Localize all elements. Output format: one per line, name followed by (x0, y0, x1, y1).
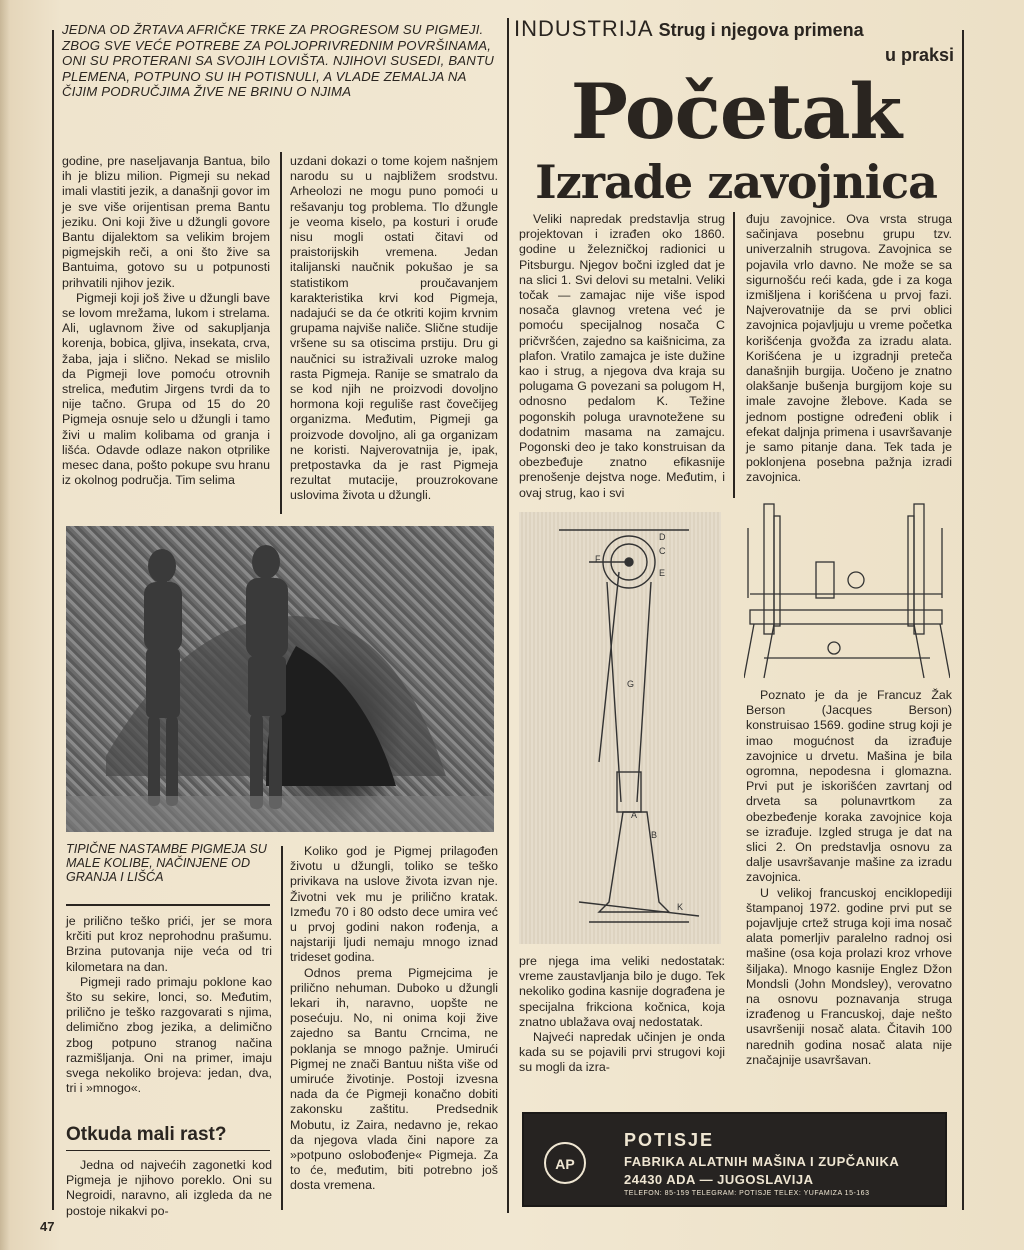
kicker-title-line2: u praksi (884, 45, 954, 65)
column-rule (733, 212, 735, 498)
figure-label: E (659, 568, 666, 578)
paragraph: đuju zavojnice. Ova vrsta struga sačinjava posebnu grupu tzv. univerzalnih strugova. Zavojnica se pojavila vrlo davno. Ne može se sa sigurnošću reći kada, gde i za koga izmišljena i korišćena u prvoj fazi. Najverovatnije da se prvi oblici zavojnica pojavljuju u vreme početka korišćenja gvožđa za izradu alata. Korišćena je u izgradnji preteča današnjih burgija. Uočeno je znatno olakšanje bušenja burgijom koje su imale zavojne žlebove. Kada se jednom postigne određeni oblik i efekat daljnja primena i usavršavanje je samo pitanje dana. Tek tada je poklonjena posebna pažnja izradi zavojnica. (746, 212, 952, 485)
page-number: 47 (40, 1219, 55, 1234)
figure-label: C (659, 546, 666, 556)
paragraph: pre njega ima veliki nedostatak: vreme zaustavljanja bilo je dugo. Tek nekoliko godina kasnije dograđena je specijalna frikciona kočnica, koja znatno ublažava ovaj nedostatak. (519, 954, 725, 1029)
paragraph: Jedna od najvećih zagonetki kod Pigmeja je njihovo poreklo. Oni su Negroidi, naravno, ali izgleda da ne postoje nikakvi po- (66, 1158, 272, 1218)
paragraph: Odnos prema Pigmejcima je prilično nehuman. Duboko u džungli lekari ih, naravno, uopšte ne posećuju. No, ni onima koji žive zajedno sa Bantu Crncima, ne poklanja se mnogo pažnje. Umirući Pigmej ne znači Bantuu ništa više od umiruće životinje. Postoji izvesna nada da će Pigmeji konačno dobiti zakonsku zaštitu. Predsednik Mobutu, iz Zaira, nedavno je, rekao da njegova vlada čini napore za »potpuno oslobođenje« Pigmeja. Za to će, međutim, biti potrebno još dosta vremena. (290, 965, 498, 1193)
paragraph: Najveći napredak učinjen je onda kada su se pojavili prvi strugovi koji su mogli da izra- (519, 1030, 725, 1075)
text-column (290, 154, 498, 504)
kicker-title: Strug i njegova primena (658, 20, 864, 40)
logo-letters: AP (555, 1156, 575, 1172)
figure-label: G (627, 679, 635, 689)
paragraph: Koliko god je Pigmej prilagođen životu u džungli, toliko se teško privikava na uslove života izvan nje. Životni vek mu je prilično kratak. Između 70 i 80 odsto dece umira već u prvoj godini nakon rođenja, a najstariji ljudi nemaju mnogo iznad trideset godina. (290, 844, 498, 965)
headline: Početak (570, 67, 902, 156)
paragraph: uzdani dokazi o tome kojem našnjem narodu su u najbližem srodstvu. Arheolozi ne mogu puno pomoći u rešavanju tog problema. Tlo džungle je veoma kiselo, pa kosturi i oruđe nisu mogli ostati čitavi od praistorijskih vremena. Jedan italijanski naučnik pokušao je sa statistikom proučavanjem karakteristika krvi kod Pigmeja, nadajući se da će otkriti kojim krvnim grupama najviše naliče. Slične studije vršene su sa otiscima prstiju. Dru gi naučnici su istraživali uzroke malog rasta Pigmeja. Ranije se smatralo da se kod njih ne proizvodi dovoljno hormona koji reguliše rast čovečijeg organizma. Međutim, Pigmeji ga proizvode dovoljno, ali ga organizam ne koristi. Najverovatnija je, ipak, pretpostavka da je rast Pigmeja rezultat mutacije, prouzrokovane uslovima života u džungli. (290, 154, 498, 503)
text-column (62, 154, 270, 488)
text-column (66, 914, 272, 1096)
paragraph: Veliki napredak predstavlja strug projektovan i izrađen oko 1860. godine u železničkoj radionici u Pitsburgu. Njegov bočni izgled dat je na slici 1. Svi delovi su metalni. Veliki točak — zamajac nije više ispod nosača glavnog vretena već je pomoću specijalnog nosača C pričvršćen, zajedno sa kaišnicima, za plafon. Vratilo zamajca je iste dužine kao i strug, a njegova dva kraja su polugama G povezani sa polugom H, odnosno pedalom K. Težine pogonskih poluga uravnotežene su dodatnim masama na zamajcu. Pogonski deo je tako konstruisan da obezbeđuje znatno efikasnije prenošenje dejstva noge. Međutim, i ovaj strug, kao i svi (519, 212, 725, 500)
article-intro: JEDNA OD ŽRTAVA AFRIČKE TRKE ZA PROGRESOM SU PIGMEJI. ZBOG SVE VEĆE POTREBE ZA POLJOPRIVREDNIM POVRŠINAMA, ONI SU PROTERANI SA SVOJIH LOVIŠTA. NJIHOVI SUSEDI, BANTU PLEMENA, POTPUNO SU IH POTISNULI, A VLADE ZEMALJA NA ČIJIM PODRUČJIMA ŽIVE NE BRINU O NJIMA (62, 22, 495, 100)
headline-line2: Izrade zavojnica (535, 155, 937, 209)
ad-company-description: FABRIKA ALATNIH MAŠINA I ZUPČANIKA (624, 1154, 900, 1169)
subheading: Otkuda mali rast? (66, 1124, 227, 1145)
text-column (519, 954, 725, 1076)
subhead-rule (66, 1150, 270, 1151)
lathe-figure-1 (519, 512, 721, 944)
figure-label: B (651, 830, 658, 840)
paragraph: je prilično teško prići, jer se mora krčiti put kroz neprohodnu prašumu. Brzina putovanja nije veća od tri kilometara na dan. (66, 914, 272, 974)
figure-label: K (677, 902, 684, 912)
section-label: INDUSTRIJA (514, 16, 654, 41)
article-kicker (514, 16, 954, 65)
left-margin-rule (52, 30, 54, 1210)
column-rule (280, 152, 282, 514)
right-margin-rule (962, 30, 964, 1210)
figure-label: D (659, 532, 666, 542)
text-column (290, 844, 498, 1194)
caption-rule (66, 904, 270, 906)
figure-label: A (631, 810, 638, 820)
text-column (746, 688, 952, 1068)
lathe-figure-2 (744, 498, 950, 688)
photo-caption: TIPIČNE NASTAMBE PIGMEJA SU MALE KOLIBE, NAČINJENE OD GRANJA I LIŠĆA (66, 842, 267, 884)
ad-contact: TELEFON: 85-159 TELEGRAM: POTISJE TELEX: YUFAMIZA 15-163 (624, 1190, 870, 1197)
column-rule (281, 846, 283, 1210)
potisje-advertisement (522, 1112, 947, 1207)
potisje-logo-icon (544, 1142, 586, 1184)
figure-label: F (595, 554, 601, 564)
text-column (66, 1158, 272, 1219)
text-column (746, 212, 952, 486)
ad-address: 24430 ADA — JUGOSLAVIJA (624, 1172, 814, 1187)
ad-company-name: POTISJE (624, 1130, 715, 1150)
paragraph: godine, pre naseljavanja Bantua, bilo ih je blizu milion. Pigmeji su nekad imali vlastiti jezik, a današnji govor im je sve više orijentisan prema Bantu jeziku. Oni koji žive u džungli govore Bantu dijalektom sa velikim brojem pigmejskih reči, a oni što žive sa Bantuima, gotovo su u potpunosti prihvatili njihov jezik. (62, 154, 270, 290)
binding-edge (0, 0, 10, 1250)
pygmies-photo (66, 526, 494, 832)
center-rule (507, 18, 509, 1213)
paragraph: Pigmeji koji još žive u džungli bave se lovom mrežama, lukom i strelama. Ali, uglavnom žive od sakupljanja korenja, bobica, gljiva, insekata, crva, žaba, jaja i slično. Nekad se mislilo da Pigmeji love pomoću otrovnih strelica, međutim Jirgens tvrdi da to nije tačno. Grupa od 15 do 20 Pigmeja osnuje selo u džungli i tamo živi u malim kolibama od granja i lišća. Odavde odlaze nakon otprilike mesec dana, pošto pokupe svu hranu iz okolnog područja. Tim selima (62, 290, 270, 488)
paragraph: Poznato je da je Francuz Žak Berson (Jacques Berson) konstruisao 1569. godine strug koji je imao mogućnost da izrađuje zavojnice u drvetu. Mašina je bila ogromna, nepodesna i glomazna. Prvi put je iskorišćen zavrtanj od drveta sa polunavrtkom za obezbeđenje koraka zavojnice koja se izrađuje. Izgled struga je dat na slici 2. On predstavlja osnovu za dalje usavršavanje mašine za izradu zavojnica. (746, 688, 952, 885)
text-column (519, 212, 725, 501)
paragraph: U velikoj francuskoj enciklopediji štampanoj 1972. godine prvi put se pojavljuje crtež struga koji ima nosač alata pomerljiv paralelno radnoj osi mašine (osa koja prolazi kroz vrhove šiljaka). Mnogo kasnije Englez Džon Mondsli (John Mondsley), verovatno na osnovu poznavanja struga izrađenog u Francuskoj, daje nešto usavršeniji nosač alata. Čitavih 100 narednih godina nosač alata nije značajnije usavršavan. (746, 885, 952, 1067)
paragraph: Pigmeji rado primaju poklone kao što su sekire, lonci, so. Međutim, prilično je teško razgovarati s njima, delimično zbog jezika, a delimično zbog potpuno stranog načina razmišljanja. Oni na primer, imaju svega nekoliko brojeva: jedan, dva, tri i »mnogo«. (66, 974, 272, 1096)
